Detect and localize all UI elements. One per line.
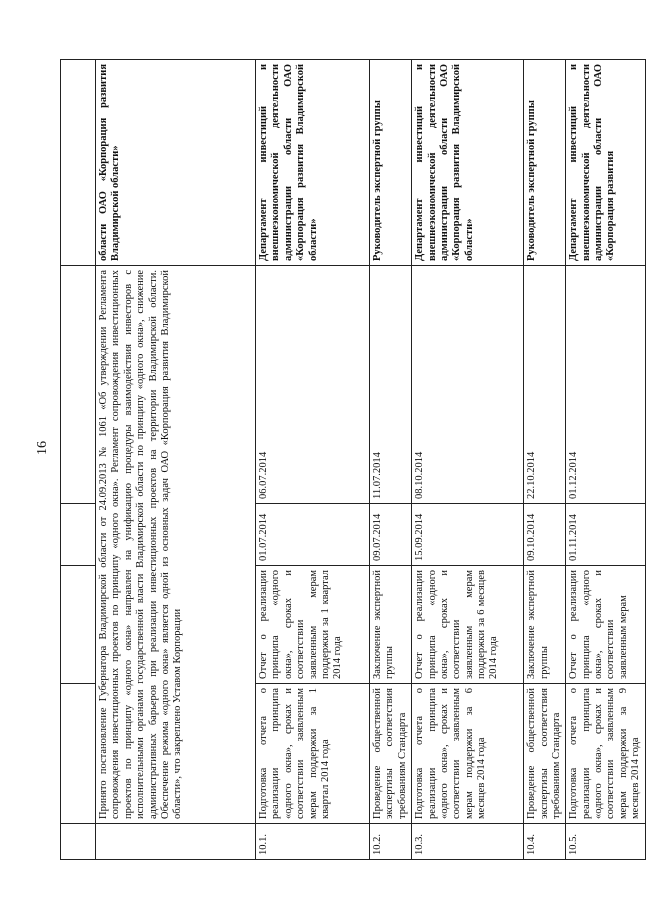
end-date: 06.07.2014 (256, 266, 370, 504)
row-number: 10.2. (370, 824, 412, 860)
table-row (412, 60, 524, 860)
action-cell: Проведение общественной экспертизы соответствия требованиям Стандарта (524, 684, 566, 824)
rotated-page (60, 60, 642, 860)
end-date: 11.07.2014 (370, 266, 412, 504)
result-cell: Отчет о реализации принципа «одного окна», сроках и соответствии заявленным мерам (566, 566, 645, 684)
end-date: 22.10.2014 (524, 266, 566, 504)
result-cell: Заключение экспертной группы (370, 566, 412, 684)
action-cell: Подготовка отчета о реализации принципа «одного окна», сроках и соответствии заявленным мерам поддержки за 9 месяцев 2014 года (566, 684, 645, 824)
table-row (566, 60, 645, 860)
row-number: 10.3. (412, 824, 524, 860)
end-date: 08.10.2014 (412, 266, 524, 504)
table-row (96, 60, 256, 860)
responsible-cell: Департамент инвестиций и внешнеэкономической деятельности администрации области ОАО «Корпорация развития Владимирской области» (412, 60, 524, 266)
action-cell: Подготовка отчета о реализации принципа «одного окна», сроках и соответствии заявленным мерам поддержки за 6 месяцев 2014 года (412, 684, 524, 824)
lead-responsible: области ОАО «Корпорация развития Владимирской области» (96, 60, 256, 266)
action-cell: Подготовка отчета о реализации принципа «одного окна», сроках и соответствии заявленным мерам поддержки за 1 квартал 2014 года (256, 684, 370, 824)
start-date: 09.07.2014 (370, 504, 412, 566)
table-row (256, 60, 370, 860)
responsible-cell: Руководитель экспертной группы (524, 60, 566, 266)
result-cell: Заключение экспертной группы (524, 566, 566, 684)
blank-cell (61, 60, 96, 266)
table-row (524, 60, 566, 860)
action-plan-table (60, 59, 646, 860)
blank-cell (61, 824, 96, 860)
blank-cell (61, 266, 96, 504)
responsible-cell: Департамент инвестиций и внешнеэкономической деятельности администрации области ОАО «Корпорация развития Владимирской области» (256, 60, 370, 266)
table-row (370, 60, 412, 860)
page-number: 16 (35, 441, 50, 455)
responsible-cell: Руководитель экспертной группы (370, 60, 412, 266)
start-date: 15.09.2014 (412, 504, 524, 566)
lead-number-cell (96, 824, 256, 860)
row-number: 10.5. (566, 824, 645, 860)
start-date: 09.10.2014 (524, 504, 566, 566)
responsible-cell: Департамент инвестиций и внешнеэкономической деятельности администрации области ОАО «Корпорация развития (566, 60, 645, 266)
start-date: 01.11.2014 (566, 504, 645, 566)
lead-text: Принято постановление Губернатора Владимирской области от 24.09.2013 № 1061 «Об утверждении Регламента сопровождения инвестиционных проектов по принципу «одного окна». Регламент сопровождения инвестиционных проектов по принципу «одного окна» направлен на унификацию процедуры взаимодействия инвесторов с исполнительными органами государственной власти Владимирской области по принципу «одного окна», снижение административных барьеров при реализации инвестиционных проектов на территории Владимирской области. Обеспечение режима «одного окна» является одной из основных задач ОАО «Корпорация развития Владимирской области», что закреплено Уставом Корпорации (96, 266, 256, 824)
start-date: 01.07.2014 (256, 504, 370, 566)
end-date: 01.12.2014 (566, 266, 645, 504)
result-cell: Отчет о реализации принципа «одного окна», сроках и соответствии заявленным мерам поддержки за 6 месяцев 2014 года (412, 566, 524, 684)
action-cell: Проведение общественной экспертизы соответствия требованиям Стандарта (370, 684, 412, 824)
blank-cell (61, 566, 96, 684)
table-top-row (61, 60, 96, 860)
row-number: 10.4. (524, 824, 566, 860)
row-number: 10.1. (256, 824, 370, 860)
result-cell: Отчет о реализации принципа «одного окна», сроках и соответствии заявленным мерам поддержки за 1 квартал 2014 года (256, 566, 370, 684)
blank-cell (61, 684, 96, 824)
blank-cell (61, 504, 96, 566)
